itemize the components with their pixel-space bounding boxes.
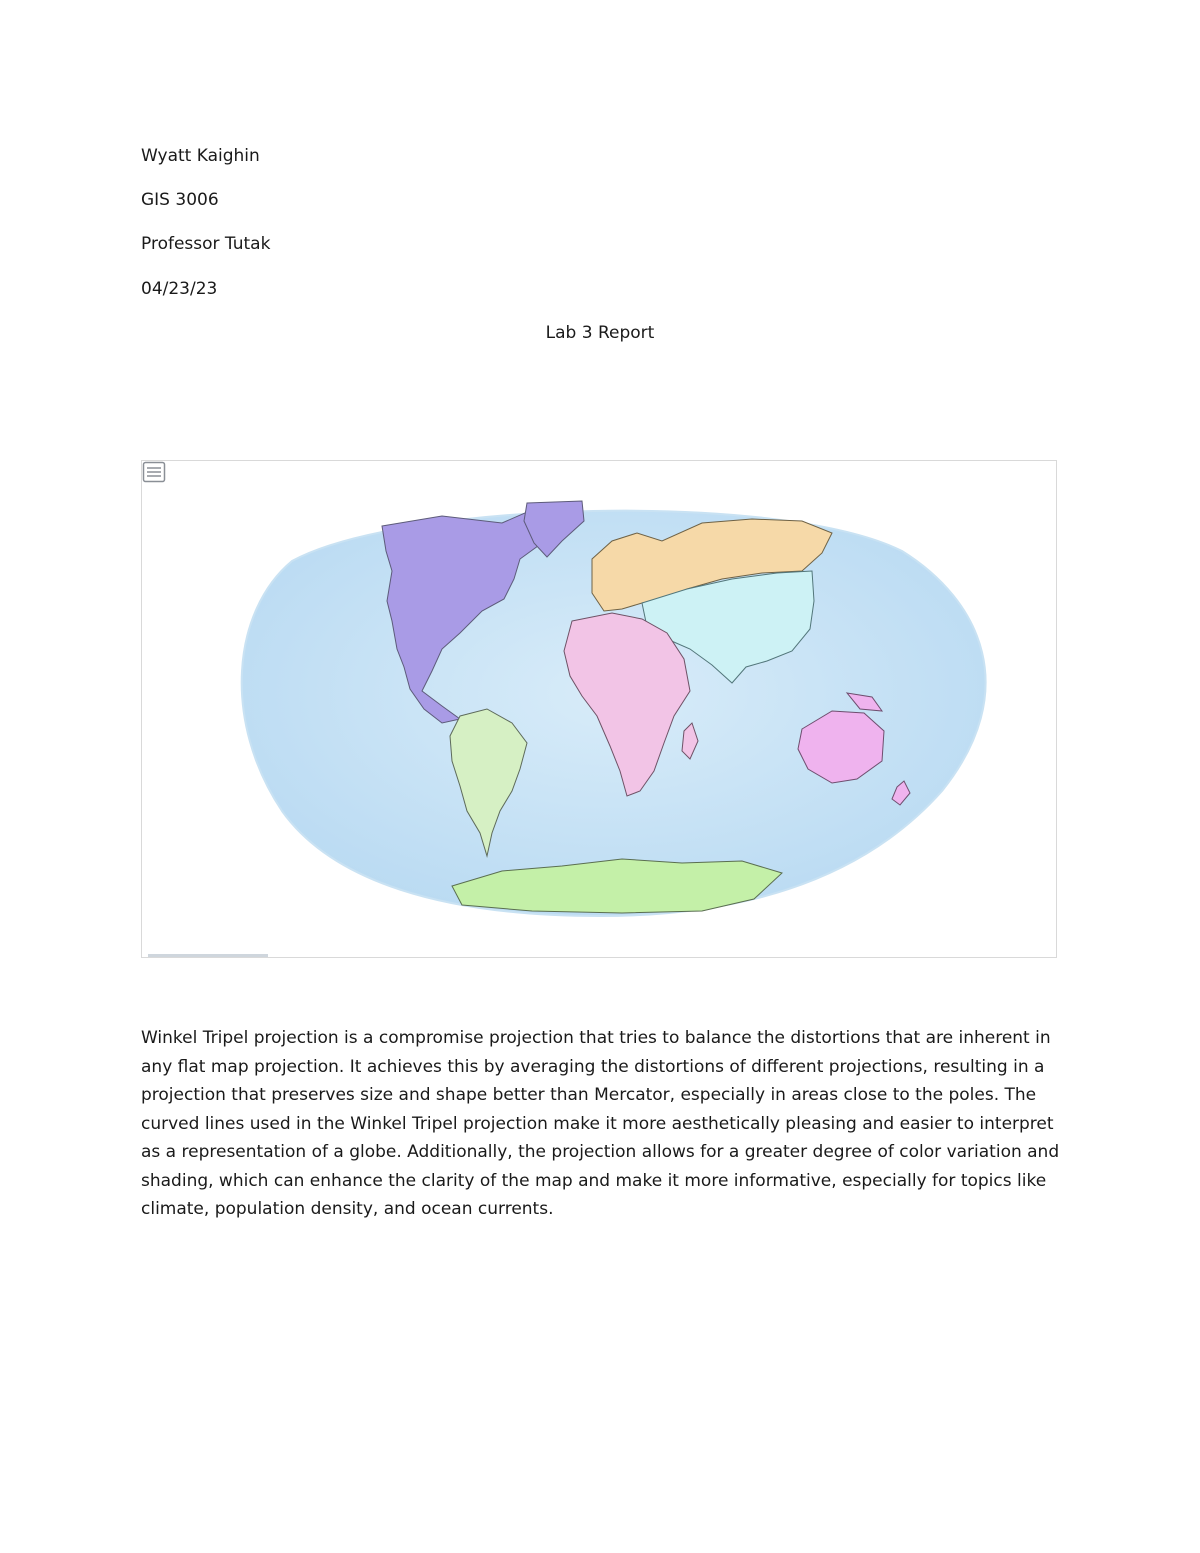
report-title: Lab 3 Report bbox=[545, 323, 655, 343]
course-code: GIS 3006 bbox=[141, 190, 219, 210]
world-map-figure bbox=[141, 460, 1057, 958]
body-paragraph: Winkel Tripel projection is a compromise projection that tries to balance the distortions that are inherent in any flat map projection. It achieves this by averaging the distortions of different projections, resulting in a projection that preserves size and shape better than Mercator, especially in areas close to the poles. The curved lines used in the Winkel Tripel projection make it more aesthetically pleasing and easier to interpret as a representation of a globe. Additionally, the projection allows for a greater degree of color variation and shading, which can enhance the clarity of the map and make it more informative, especially for topics like climate, population density, and ocean currents. bbox=[141, 1028, 1060, 1219]
figure-scrollbar bbox=[148, 954, 268, 957]
author-name: Wyatt Kaighin bbox=[141, 146, 260, 166]
world-map bbox=[142, 461, 1057, 958]
legend-list-icon[interactable] bbox=[142, 461, 166, 483]
professor-name: Professor Tutak bbox=[141, 234, 271, 254]
report-date: 04/23/23 bbox=[141, 279, 218, 299]
